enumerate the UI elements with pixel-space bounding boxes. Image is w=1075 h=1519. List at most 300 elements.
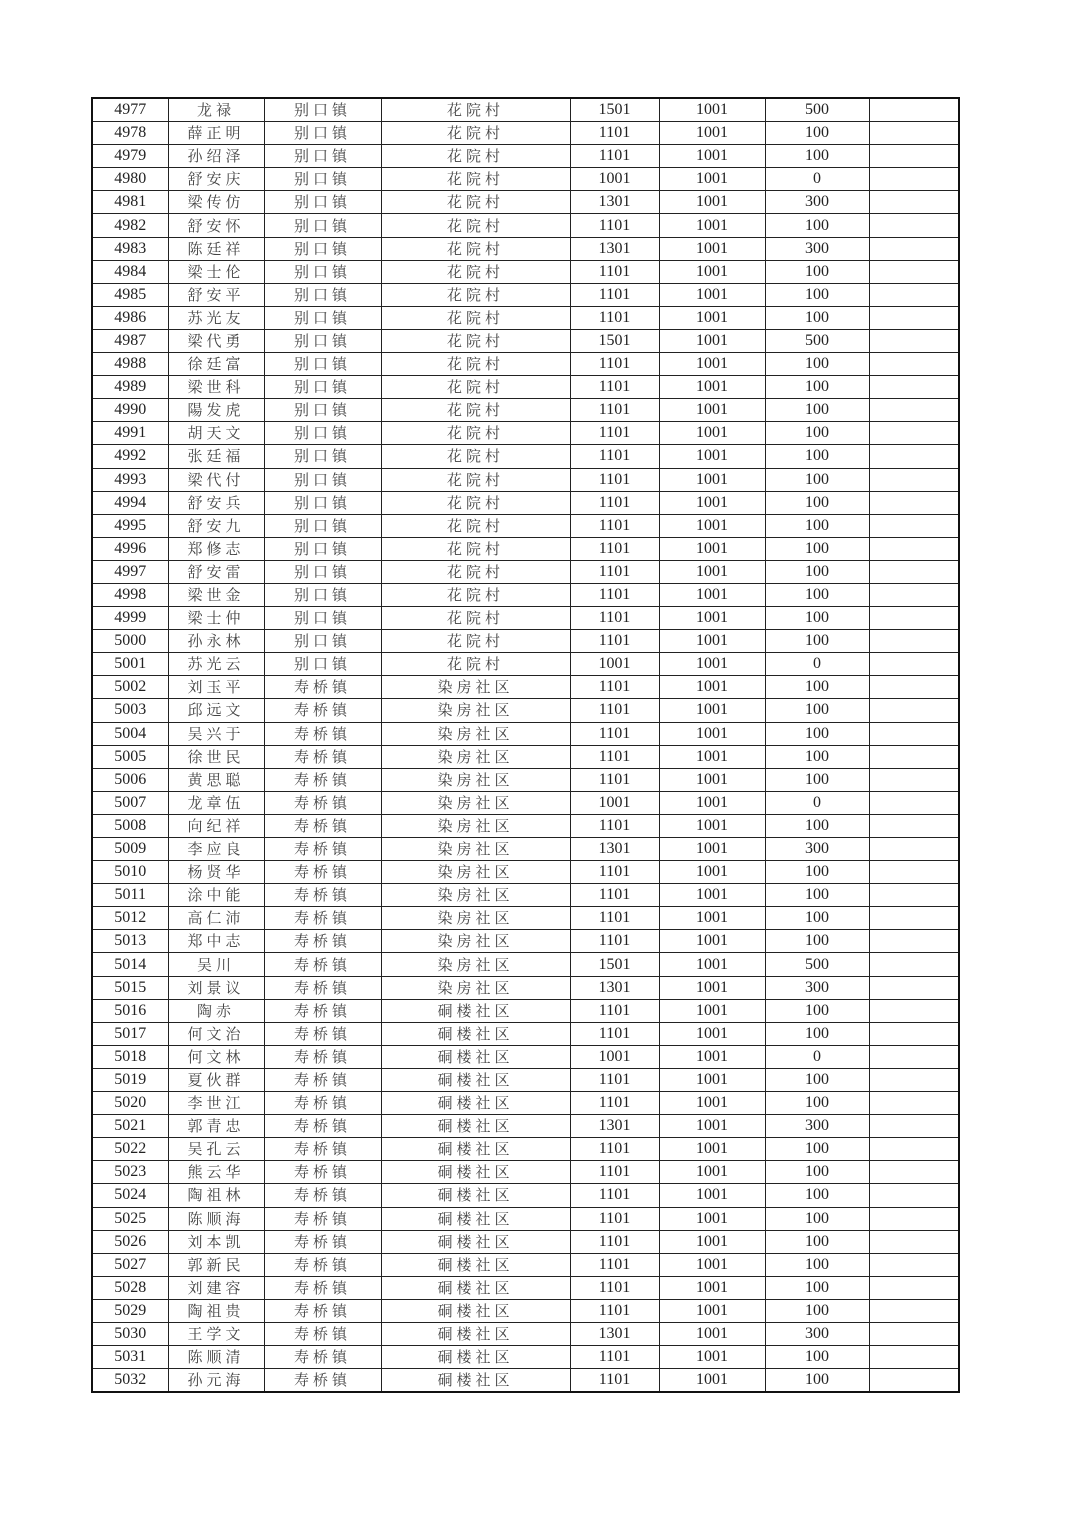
code1-cell: 1101	[570, 1253, 659, 1276]
village-cell: 硐楼社区	[381, 1207, 570, 1230]
village-cell: 花院村	[381, 537, 570, 560]
code2-cell: 1001	[659, 260, 765, 283]
amount-cell: 100	[765, 145, 869, 168]
row-number-cell: 5026	[92, 1230, 168, 1253]
town-cell: 寿桥镇	[264, 999, 381, 1022]
town-cell: 寿桥镇	[264, 1369, 381, 1393]
code1-cell: 1101	[570, 676, 659, 699]
code2-cell: 1001	[659, 306, 765, 329]
name-cell: 刘玉平	[168, 676, 264, 699]
town-cell: 寿桥镇	[264, 745, 381, 768]
remark-cell	[869, 630, 959, 653]
amount-cell: 100	[765, 1253, 869, 1276]
table-row	[92, 861, 959, 884]
row-number-cell: 5029	[92, 1299, 168, 1322]
code2-cell: 1001	[659, 560, 765, 583]
amount-cell: 100	[765, 1207, 869, 1230]
amount-cell: 100	[765, 1138, 869, 1161]
name-cell: 何文治	[168, 1022, 264, 1045]
remark-cell	[869, 214, 959, 237]
row-number-cell: 5020	[92, 1092, 168, 1115]
code2-cell: 1001	[659, 861, 765, 884]
amount-cell: 100	[765, 1068, 869, 1091]
town-cell: 寿桥镇	[264, 953, 381, 976]
amount-cell: 100	[765, 861, 869, 884]
amount-cell: 100	[765, 1369, 869, 1393]
name-cell: 吴兴于	[168, 722, 264, 745]
code2-cell: 1001	[659, 145, 765, 168]
row-number-cell: 4996	[92, 537, 168, 560]
table-row	[92, 168, 959, 191]
code1-cell: 1101	[570, 422, 659, 445]
name-cell: 刘本凯	[168, 1230, 264, 1253]
code2-cell: 1001	[659, 1184, 765, 1207]
name-cell: 孙永林	[168, 630, 264, 653]
village-cell: 硐楼社区	[381, 1022, 570, 1045]
remark-cell	[869, 537, 959, 560]
table-row	[92, 1207, 959, 1230]
amount-cell: 100	[765, 1161, 869, 1184]
amount-cell: 100	[765, 1230, 869, 1253]
village-cell: 硐楼社区	[381, 999, 570, 1022]
amount-cell: 100	[765, 445, 869, 468]
town-cell: 寿桥镇	[264, 1092, 381, 1115]
table-row	[92, 838, 959, 861]
table-row	[92, 768, 959, 791]
remark-cell	[869, 1045, 959, 1068]
amount-cell: 100	[765, 583, 869, 606]
table-row	[92, 607, 959, 630]
row-number-cell: 4999	[92, 607, 168, 630]
table-row	[92, 214, 959, 237]
name-cell: 龙禄	[168, 98, 264, 122]
remark-cell	[869, 191, 959, 214]
town-cell: 别口镇	[264, 399, 381, 422]
table-row	[92, 237, 959, 260]
row-number-cell: 4988	[92, 353, 168, 376]
code1-cell: 1101	[570, 376, 659, 399]
table-row	[92, 1184, 959, 1207]
amount-cell: 100	[765, 722, 869, 745]
row-number-cell: 5017	[92, 1022, 168, 1045]
town-cell: 别口镇	[264, 583, 381, 606]
remark-cell	[869, 468, 959, 491]
code2-cell: 1001	[659, 491, 765, 514]
table-row	[92, 1369, 959, 1393]
code1-cell: 1101	[570, 353, 659, 376]
village-cell: 染房社区	[381, 791, 570, 814]
town-cell: 别口镇	[264, 168, 381, 191]
table-row	[92, 976, 959, 999]
remark-cell	[869, 353, 959, 376]
table-row	[92, 122, 959, 145]
remark-cell	[869, 1068, 959, 1091]
table-row	[92, 1045, 959, 1068]
code1-cell: 1101	[570, 468, 659, 491]
code1-cell: 1501	[570, 953, 659, 976]
code1-cell: 1101	[570, 1184, 659, 1207]
amount-cell: 100	[765, 745, 869, 768]
town-cell: 别口镇	[264, 607, 381, 630]
village-cell: 花院村	[381, 468, 570, 491]
table-row	[92, 145, 959, 168]
village-cell: 花院村	[381, 122, 570, 145]
name-cell: 孙绍泽	[168, 145, 264, 168]
town-cell: 寿桥镇	[264, 676, 381, 699]
code1-cell: 1101	[570, 722, 659, 745]
town-cell: 寿桥镇	[264, 1045, 381, 1068]
code1-cell: 1101	[570, 445, 659, 468]
code2-cell: 1001	[659, 1253, 765, 1276]
row-number-cell: 5011	[92, 884, 168, 907]
code1-cell: 1101	[570, 1138, 659, 1161]
town-cell: 别口镇	[264, 214, 381, 237]
name-cell: 舒安兵	[168, 491, 264, 514]
row-number-cell: 5005	[92, 745, 168, 768]
remark-cell	[869, 745, 959, 768]
amount-cell: 100	[765, 260, 869, 283]
code1-cell: 1101	[570, 214, 659, 237]
code2-cell: 1001	[659, 1276, 765, 1299]
amount-cell: 100	[765, 630, 869, 653]
table-row	[92, 1346, 959, 1369]
town-cell: 别口镇	[264, 560, 381, 583]
code2-cell: 1001	[659, 1207, 765, 1230]
remark-cell	[869, 98, 959, 122]
town-cell: 寿桥镇	[264, 768, 381, 791]
code2-cell: 1001	[659, 907, 765, 930]
village-cell: 染房社区	[381, 838, 570, 861]
row-number-cell: 5025	[92, 1207, 168, 1230]
village-cell: 染房社区	[381, 768, 570, 791]
remark-cell	[869, 1369, 959, 1393]
table-row	[92, 676, 959, 699]
code1-cell: 1101	[570, 699, 659, 722]
row-number-cell: 5010	[92, 861, 168, 884]
table-row	[92, 630, 959, 653]
name-cell: 梁代勇	[168, 329, 264, 352]
row-number-cell: 5022	[92, 1138, 168, 1161]
code2-cell: 1001	[659, 814, 765, 837]
code1-cell: 1301	[570, 976, 659, 999]
code1-cell: 1101	[570, 306, 659, 329]
village-cell: 花院村	[381, 98, 570, 122]
name-cell: 胡天文	[168, 422, 264, 445]
remark-cell	[869, 1346, 959, 1369]
row-number-cell: 5004	[92, 722, 168, 745]
town-cell: 别口镇	[264, 283, 381, 306]
code2-cell: 1001	[659, 791, 765, 814]
town-cell: 寿桥镇	[264, 838, 381, 861]
town-cell: 别口镇	[264, 353, 381, 376]
village-cell: 花院村	[381, 306, 570, 329]
table-body	[92, 98, 959, 1392]
code2-cell: 1001	[659, 1322, 765, 1345]
amount-cell: 100	[765, 214, 869, 237]
table-row	[92, 560, 959, 583]
row-number-cell: 5012	[92, 907, 168, 930]
row-number-cell: 4995	[92, 514, 168, 537]
name-cell: 陶赤	[168, 999, 264, 1022]
name-cell: 陈顺海	[168, 1207, 264, 1230]
amount-cell: 100	[765, 353, 869, 376]
row-number-cell: 4983	[92, 237, 168, 260]
row-number-cell: 4989	[92, 376, 168, 399]
row-number-cell: 4979	[92, 145, 168, 168]
remark-cell	[869, 722, 959, 745]
table-row	[92, 98, 959, 122]
amount-cell: 100	[765, 699, 869, 722]
amount-cell: 100	[765, 283, 869, 306]
name-cell: 苏光云	[168, 653, 264, 676]
town-cell: 别口镇	[264, 537, 381, 560]
amount-cell: 100	[765, 1092, 869, 1115]
amount-cell: 100	[765, 1022, 869, 1045]
table-row	[92, 306, 959, 329]
code1-cell: 1101	[570, 814, 659, 837]
town-cell: 别口镇	[264, 145, 381, 168]
code2-cell: 1001	[659, 1092, 765, 1115]
name-cell: 郑中志	[168, 930, 264, 953]
table-row	[92, 1115, 959, 1138]
village-cell: 染房社区	[381, 884, 570, 907]
amount-cell: 100	[765, 930, 869, 953]
village-cell: 硐楼社区	[381, 1161, 570, 1184]
village-cell: 染房社区	[381, 722, 570, 745]
row-number-cell: 5000	[92, 630, 168, 653]
code1-cell: 1001	[570, 1045, 659, 1068]
village-cell: 花院村	[381, 583, 570, 606]
code1-cell: 1501	[570, 98, 659, 122]
village-cell: 硐楼社区	[381, 1276, 570, 1299]
town-cell: 寿桥镇	[264, 1068, 381, 1091]
code1-cell: 1101	[570, 768, 659, 791]
village-cell: 硐楼社区	[381, 1138, 570, 1161]
village-cell: 硐楼社区	[381, 1115, 570, 1138]
village-cell: 硐楼社区	[381, 1068, 570, 1091]
village-cell: 染房社区	[381, 699, 570, 722]
code1-cell: 1101	[570, 907, 659, 930]
row-number-cell: 5003	[92, 699, 168, 722]
table-row	[92, 191, 959, 214]
name-cell: 郑修志	[168, 537, 264, 560]
table-row	[92, 329, 959, 352]
row-number-cell: 4997	[92, 560, 168, 583]
row-number-cell: 4986	[92, 306, 168, 329]
row-number-cell: 5013	[92, 930, 168, 953]
remark-cell	[869, 583, 959, 606]
name-cell: 徐世民	[168, 745, 264, 768]
table-row	[92, 1022, 959, 1045]
code1-cell: 1101	[570, 583, 659, 606]
row-number-cell: 4991	[92, 422, 168, 445]
name-cell: 舒安庆	[168, 168, 264, 191]
name-cell: 梁士伦	[168, 260, 264, 283]
name-cell: 郭青忠	[168, 1115, 264, 1138]
code1-cell: 1501	[570, 329, 659, 352]
code2-cell: 1001	[659, 537, 765, 560]
town-cell: 别口镇	[264, 306, 381, 329]
table-row	[92, 445, 959, 468]
code2-cell: 1001	[659, 722, 765, 745]
town-cell: 寿桥镇	[264, 1230, 381, 1253]
name-cell: 熊云华	[168, 1161, 264, 1184]
village-cell: 花院村	[381, 653, 570, 676]
table-row	[92, 884, 959, 907]
remark-cell	[869, 514, 959, 537]
remark-cell	[869, 699, 959, 722]
row-number-cell: 5016	[92, 999, 168, 1022]
row-number-cell: 5019	[92, 1068, 168, 1091]
name-cell: 高仁沛	[168, 907, 264, 930]
code2-cell: 1001	[659, 191, 765, 214]
remark-cell	[869, 1276, 959, 1299]
table-row	[92, 399, 959, 422]
amount-cell: 100	[765, 814, 869, 837]
amount-cell: 500	[765, 953, 869, 976]
name-cell: 陶祖林	[168, 1184, 264, 1207]
amount-cell: 100	[765, 491, 869, 514]
name-cell: 李世江	[168, 1092, 264, 1115]
village-cell: 花院村	[381, 491, 570, 514]
row-number-cell: 5007	[92, 791, 168, 814]
code2-cell: 1001	[659, 653, 765, 676]
town-cell: 寿桥镇	[264, 907, 381, 930]
name-cell: 吴孔云	[168, 1138, 264, 1161]
town-cell: 寿桥镇	[264, 1276, 381, 1299]
code1-cell: 1101	[570, 1369, 659, 1393]
remark-cell	[869, 861, 959, 884]
remark-cell	[869, 884, 959, 907]
remark-cell	[869, 607, 959, 630]
amount-cell: 100	[765, 560, 869, 583]
row-number-cell: 5009	[92, 838, 168, 861]
code2-cell: 1001	[659, 376, 765, 399]
code1-cell: 1301	[570, 1115, 659, 1138]
code1-cell: 1301	[570, 1322, 659, 1345]
code2-cell: 1001	[659, 884, 765, 907]
amount-cell: 100	[765, 999, 869, 1022]
amount-cell: 100	[765, 907, 869, 930]
code1-cell: 1001	[570, 653, 659, 676]
table-row	[92, 422, 959, 445]
town-cell: 别口镇	[264, 514, 381, 537]
row-number-cell: 5002	[92, 676, 168, 699]
village-cell: 花院村	[381, 260, 570, 283]
remark-cell	[869, 1230, 959, 1253]
amount-cell: 0	[765, 653, 869, 676]
amount-cell: 300	[765, 237, 869, 260]
table-row	[92, 953, 959, 976]
town-cell: 寿桥镇	[264, 1207, 381, 1230]
table-row	[92, 1068, 959, 1091]
code1-cell: 1001	[570, 168, 659, 191]
row-number-cell: 4981	[92, 191, 168, 214]
remark-cell	[869, 122, 959, 145]
remark-cell	[869, 560, 959, 583]
village-cell: 花院村	[381, 399, 570, 422]
code2-cell: 1001	[659, 445, 765, 468]
code2-cell: 1001	[659, 630, 765, 653]
code1-cell: 1101	[570, 1092, 659, 1115]
name-cell: 王学文	[168, 1322, 264, 1345]
village-cell: 花院村	[381, 607, 570, 630]
amount-cell: 100	[765, 607, 869, 630]
remark-cell	[869, 768, 959, 791]
code2-cell: 1001	[659, 283, 765, 306]
town-cell: 别口镇	[264, 422, 381, 445]
amount-cell: 300	[765, 1115, 869, 1138]
town-cell: 别口镇	[264, 491, 381, 514]
town-cell: 寿桥镇	[264, 976, 381, 999]
village-cell: 花院村	[381, 168, 570, 191]
village-cell: 花院村	[381, 514, 570, 537]
code2-cell: 1001	[659, 1022, 765, 1045]
row-number-cell: 5006	[92, 768, 168, 791]
amount-cell: 100	[765, 306, 869, 329]
table-row	[92, 699, 959, 722]
name-cell: 吴川	[168, 953, 264, 976]
name-cell: 舒安雷	[168, 560, 264, 583]
row-number-cell: 4990	[92, 399, 168, 422]
village-cell: 花院村	[381, 214, 570, 237]
row-number-cell: 5008	[92, 814, 168, 837]
village-cell: 花院村	[381, 191, 570, 214]
code2-cell: 1001	[659, 1369, 765, 1393]
code2-cell: 1001	[659, 1138, 765, 1161]
code1-cell: 1101	[570, 884, 659, 907]
village-cell: 硐楼社区	[381, 1253, 570, 1276]
name-cell: 梁代付	[168, 468, 264, 491]
remark-cell	[869, 791, 959, 814]
town-cell: 寿桥镇	[264, 1299, 381, 1322]
table-row	[92, 353, 959, 376]
row-number-cell: 5023	[92, 1161, 168, 1184]
amount-cell: 500	[765, 329, 869, 352]
table-row	[92, 537, 959, 560]
code1-cell: 1101	[570, 861, 659, 884]
code1-cell: 1101	[570, 514, 659, 537]
town-cell: 寿桥镇	[264, 814, 381, 837]
code2-cell: 1001	[659, 422, 765, 445]
code1-cell: 1101	[570, 1276, 659, 1299]
code1-cell: 1101	[570, 630, 659, 653]
name-cell: 苏光友	[168, 306, 264, 329]
village-cell: 硐楼社区	[381, 1230, 570, 1253]
amount-cell: 100	[765, 376, 869, 399]
remark-cell	[869, 838, 959, 861]
town-cell: 别口镇	[264, 122, 381, 145]
row-number-cell: 4980	[92, 168, 168, 191]
town-cell: 寿桥镇	[264, 1184, 381, 1207]
remark-cell	[869, 1138, 959, 1161]
remark-cell	[869, 168, 959, 191]
code2-cell: 1001	[659, 745, 765, 768]
town-cell: 寿桥镇	[264, 1161, 381, 1184]
data-table	[91, 97, 960, 1393]
code1-cell: 1101	[570, 560, 659, 583]
code1-cell: 1001	[570, 791, 659, 814]
name-cell: 邱远文	[168, 699, 264, 722]
village-cell: 花院村	[381, 630, 570, 653]
village-cell: 花院村	[381, 422, 570, 445]
amount-cell: 100	[765, 1299, 869, 1322]
code1-cell: 1101	[570, 283, 659, 306]
name-cell: 梁士仲	[168, 607, 264, 630]
village-cell: 花院村	[381, 283, 570, 306]
amount-cell: 100	[765, 768, 869, 791]
amount-cell: 100	[765, 1184, 869, 1207]
